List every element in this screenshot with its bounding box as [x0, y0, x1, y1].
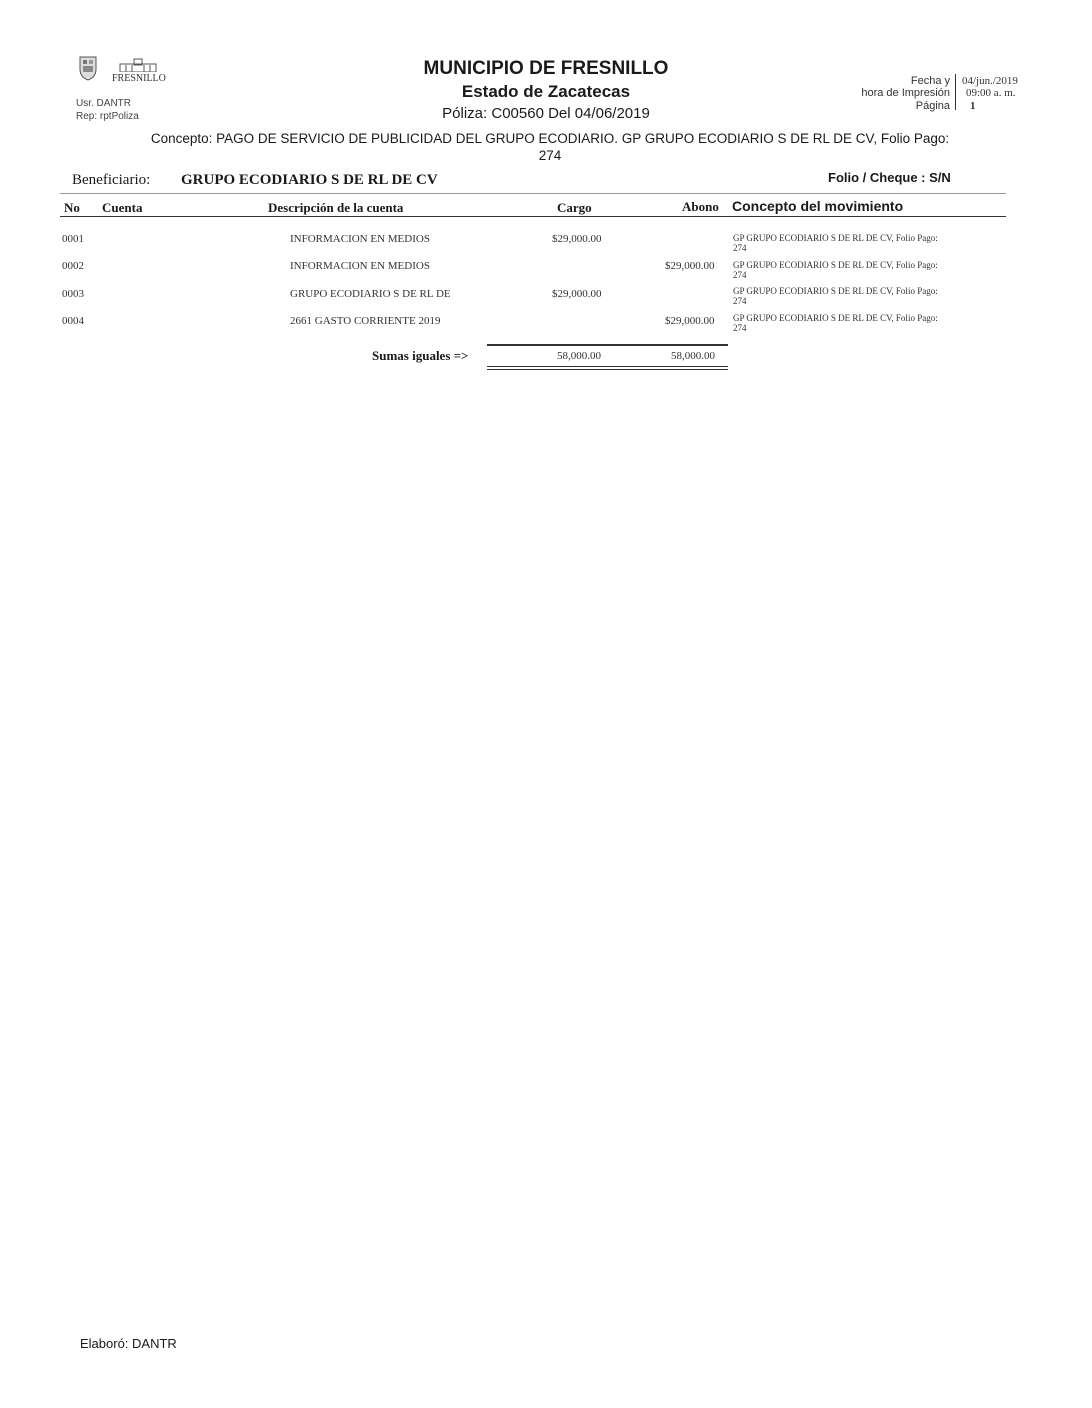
totals-top-rule	[487, 344, 728, 346]
row-concepto-line-1: GP GRUPO ECODIARIO S DE RL DE CV, Folio Pago:	[733, 233, 938, 243]
row-no: 0004	[62, 315, 84, 327]
row-concepto-line-1: GP GRUPO ECODIARIO S DE RL DE CV, Folio Pago:	[733, 313, 938, 323]
row-concepto-line-2: 274	[733, 323, 747, 333]
row-concepto-line-2: 274	[733, 296, 747, 306]
row-concepto	[733, 233, 978, 253]
pagina-label: Página	[915, 100, 950, 112]
row-descripcion: GRUPO ECODIARIO S DE RL DE	[290, 288, 451, 300]
sum-abono: 58,000.00	[671, 350, 715, 362]
hora-value: 09:00 a. m.	[966, 87, 1016, 99]
totals-bottom-rule-1	[487, 366, 728, 367]
concepto-line-1: Concepto: PAGO DE SERVICIO DE PUBLICIDAD DEL GRUPO ECODIARIO. GP GRUPO ECODIARIO S DE RL DE CV, Folio Pago:	[150, 131, 950, 146]
beneficiario-name: GRUPO ECODIARIO S DE RL DE CV	[181, 172, 438, 188]
fecha-label: Fecha y	[910, 75, 950, 87]
state-subtitle: Estado de Zacatecas	[461, 82, 631, 101]
row-concepto-line-1: GP GRUPO ECODIARIO S DE RL DE CV, Folio Pago:	[733, 260, 938, 270]
header-divider	[60, 216, 1006, 217]
col-abono: Abono	[682, 199, 719, 214]
user-label: Usr. DANTR	[76, 98, 131, 109]
row-concepto-line-1: GP GRUPO ECODIARIO S DE RL DE CV, Folio Pago:	[733, 286, 938, 296]
print-info-divider	[955, 74, 956, 110]
row-concepto	[733, 260, 978, 280]
row-abono: $29,000.00	[665, 315, 715, 327]
row-descripcion: INFORMACION EN MEDIOS	[290, 233, 430, 245]
col-no: No	[64, 200, 80, 215]
row-abono: $29,000.00	[665, 260, 715, 272]
elaboro-label: Elaboró: DANTR	[80, 1336, 177, 1351]
folio-cheque: Folio / Cheque : S/N	[828, 170, 951, 185]
col-cuenta: Cuenta	[102, 200, 143, 215]
divider-top	[60, 193, 1006, 194]
row-descripcion: 2661 GASTO CORRIENTE 2019	[290, 315, 441, 327]
sum-cargo: 58,000.00	[557, 350, 601, 362]
row-cargo: $29,000.00	[552, 288, 602, 300]
row-concepto	[733, 286, 978, 306]
hora-label: hora de Impresión	[861, 87, 950, 99]
report-label: Rep: rptPoliza	[76, 111, 139, 122]
row-cargo: $29,000.00	[552, 233, 602, 245]
fecha-value: 04/jun./2019	[962, 75, 1018, 87]
row-concepto	[733, 313, 978, 333]
row-no: 0001	[62, 233, 84, 245]
col-cargo: Cargo	[557, 200, 592, 215]
beneficiario-label: Beneficiario:	[72, 172, 151, 188]
concepto-line-2: 274	[538, 148, 562, 163]
row-no: 0002	[62, 260, 84, 272]
pagina-value: 1	[970, 100, 976, 112]
concepto-text	[100, 130, 1000, 164]
page-title: MUNICIPIO DE FRESNILLO	[423, 58, 669, 79]
sumas-iguales-label: Sumas iguales =>	[372, 348, 469, 363]
row-concepto-line-2: 274	[733, 270, 747, 280]
totals-bottom-rule-2	[487, 369, 728, 370]
row-descripcion: INFORMACION EN MEDIOS	[290, 260, 430, 272]
poliza-number: Póliza: C00560 Del 04/06/2019	[442, 105, 650, 122]
row-concepto-line-2: 274	[733, 243, 747, 253]
col-descripcion: Descripción de la cuenta	[268, 200, 404, 215]
logo-text: FRESNILLO	[112, 73, 166, 84]
col-concepto: Concepto del movimiento	[732, 198, 904, 214]
row-no: 0003	[62, 288, 84, 300]
